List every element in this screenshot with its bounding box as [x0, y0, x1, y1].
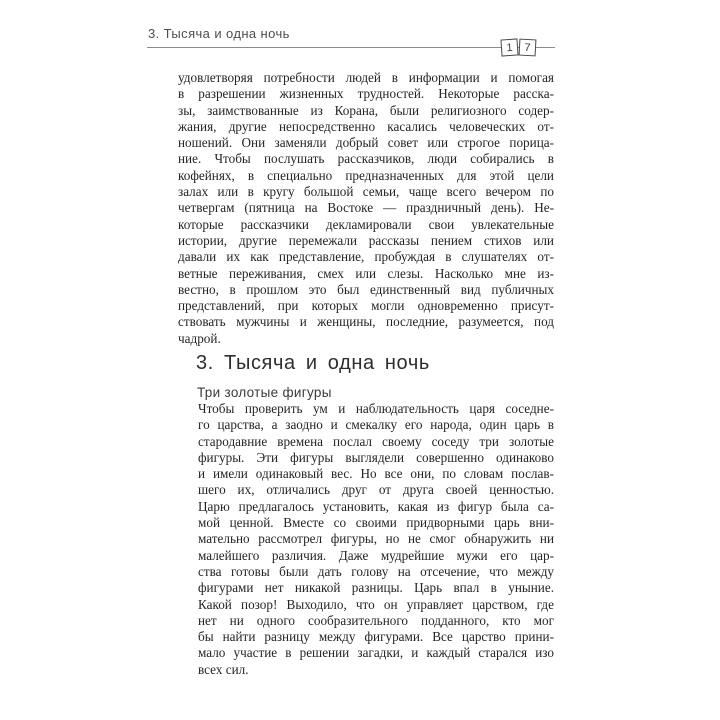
text-line: всех сил.	[198, 661, 249, 677]
text-line: удовлетворяя потребности людей в информации и помогая	[178, 70, 554, 85]
text-line: мой ценной. Вместе со своими придворными царь вни-	[198, 515, 554, 531]
text-line: Царю предлагалось установить, какая из фигур была са-	[198, 498, 554, 514]
text-line: фигурами нет никакой разницы. Царь впал в уныние.	[198, 580, 554, 596]
text-line: нет ни одного сообразительного подданного, кто мог	[198, 612, 554, 628]
text-line: давали их как представление, пробуждая в слушателях от-	[178, 249, 554, 265]
page-number-digit-box: 7	[519, 39, 537, 57]
text-line: истории, другие перемежали рассказы пением стихов или	[178, 232, 554, 248]
text-line: Чтобы проверить ум и наблюдательность царя соседне-	[198, 401, 554, 416]
text-line: Какой позор! Выходило, что он управляет царством, где	[198, 596, 554, 612]
paragraph-continuation	[178, 70, 554, 347]
text-line: которые рассказчики декламировали свои увлекательные	[178, 216, 554, 232]
header-rule	[147, 47, 555, 48]
text-line: представлений, при которых могли одновременно присут-	[178, 298, 554, 314]
text-line: четвергам (пятница на Востоке — праздничный день). Не-	[178, 200, 554, 216]
text-line: бы найти разницу между фигурами. Все царство прини-	[198, 629, 554, 645]
chapter-heading: 3. Тысяча и одна ночь	[196, 352, 430, 374]
text-line: залах или в кругу большой семьи, чаще всего вечером по	[178, 184, 554, 200]
text-line: ние. Чтобы послушать рассказчиков, люди собирались в	[178, 151, 554, 167]
paragraph-story	[198, 401, 554, 678]
text-line: шего их, отличались друг от друга своей ценностью.	[198, 482, 554, 498]
story-subheading: Три золотые фигуры	[197, 385, 332, 400]
text-line: ношений. Они заменяли добрый совет или строгое порица-	[178, 135, 554, 151]
text-line: малейшего различия. Даже мудрейшие мужи его цар-	[198, 547, 554, 563]
text-line: стародавние времена послал своему соседу три золотые	[198, 433, 554, 449]
text-line: кофейнях, в специально предназначенных для этой цели	[178, 167, 554, 183]
text-line: мательно рассмотрел фигуры, но не смог обнаружить ни	[198, 531, 554, 547]
text-line: мало участие в решении загадки, и каждый старался изо	[198, 645, 554, 661]
text-line: вестно, в прошлом это был единственный вид публичных	[178, 281, 554, 297]
text-line: и имели одинаковый вес. Но все они, по словам послав-	[198, 466, 554, 482]
text-line: в разрешении жизненных трудностей. Некоторые расска-	[178, 86, 554, 102]
text-line: фигуры. Эти фигуры выглядели совершенно одинаково	[198, 449, 554, 465]
running-header-title: 3. Тысяча и одна ночь	[148, 26, 290, 41]
text-line: ствовать мужчины и женщины, последние, разумеется, под	[178, 314, 554, 330]
page-number-digit-box: 1	[500, 38, 518, 56]
text-line: жания, другие непосредственно касались человеческих от-	[178, 118, 554, 134]
text-line: го царства, а заодно и смекалку его народа, один царь в	[198, 417, 554, 433]
text-line: зы, заимствованные из Корана, были религиозного содер-	[178, 102, 554, 118]
text-line: ства готовы были дать голову на отсечение, что между	[198, 563, 554, 579]
text-line: чадрой.	[178, 330, 221, 346]
text-line: ветные переживания, смех или слезы. Насколько мне из-	[178, 265, 554, 281]
